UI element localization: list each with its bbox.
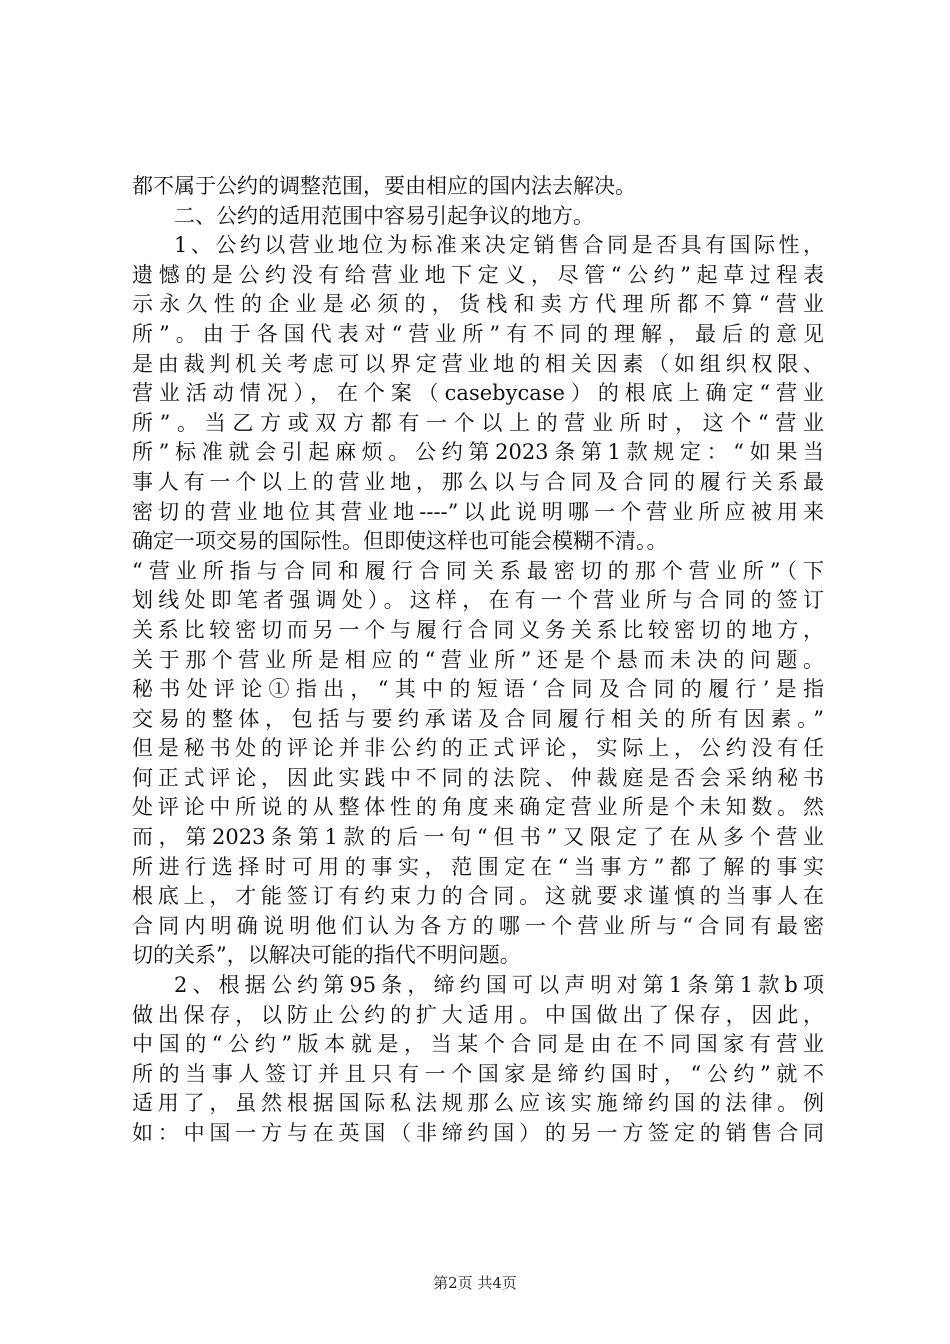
text-line: 营业活动情况），在个案（casebycase）的根底上确定“营业: [132, 381, 824, 406]
text-line: 何正式评论，因此实践中不同的法院、仲裁庭是否会采纳秘书: [132, 765, 824, 790]
text-line: 确定一项交易的国际性。但即使这样也可能会模糊不清。。: [132, 529, 668, 554]
text-line: 遗憾的是公约没有给营业地下定义，尽管“公约”起草过程表: [132, 262, 824, 287]
text-line: 所的当事人签订并且只有一个国家是缔约国时，“公约”就不: [132, 1061, 824, 1086]
text-line: 密切的营业地位其营业地----”以此说明哪一个营业所应被用来: [132, 499, 824, 524]
text-line: 事人有一个以上的营业地，那么以与合同及合同的履行关系最: [132, 469, 824, 494]
paragraph-first-line: 1、公约以营业地位为标准来决定销售合同是否具有国际性，: [174, 233, 824, 258]
text-line: 做出保存，以防止公约的扩大适用。中国做出了保存，因此，: [132, 1002, 824, 1027]
text-line: 切的关系”，以解决可能的指代不明问题。: [132, 943, 521, 968]
text-line: 所”标准就会引起麻烦。公约第2023条第1款规定：“如果当: [132, 440, 824, 465]
section-heading: 二、公约的适用范围中容易引起争议的地方。: [174, 203, 594, 228]
text-line: 而，第2023条第1款的后一句“但书”又限定了在从多个营业: [132, 825, 824, 850]
text-line: 中国的“公约”版本就是，当某个合同是由在不同国家有营业: [132, 1032, 824, 1057]
text-line: 关于那个营业所是相应的“营业所”还是个悬而未决的问题。: [132, 647, 824, 672]
text-line: 根底上，才能签订有约束力的合同。这就要求谨慎的当事人在: [132, 884, 824, 909]
text-line: 是由裁判机关考虑可以界定营业地的相关因素（如组织权限、: [132, 351, 824, 376]
text-line: 所”。由于各国代表对“营业所”有不同的理解，最后的意见: [132, 321, 824, 346]
text-line: 但是秘书处的评论并非公约的正式评论，实际上，公约没有任: [132, 736, 824, 761]
text-line: 如：中国一方与在英国（非缔约国）的另一方签定的销售合同: [132, 1121, 824, 1145]
text-line: 秘书处评论①指出，“其中的短语‘合同及合同的履行’是指: [132, 677, 824, 702]
text-line: 适用了，虽然根据国际私法规那么应该实施缔约国的法律。例: [132, 1091, 824, 1116]
text-line: 划线处即笔者强调处）。这样，在有一个营业所与合同的签订: [132, 588, 824, 613]
text-line: 示永久性的企业是必须的，货栈和卖方代理所都不算“营业: [132, 292, 824, 317]
text-line: 处评论中所说的从整体性的角度来确定营业所是个未知数。然: [132, 795, 824, 820]
text-line: 交易的整体，包括与要约承诺及合同履行相关的所有因素。”: [132, 706, 824, 731]
text-line: 所”。当乙方或双方都有一个以上的营业所时，这个“营业: [132, 410, 824, 435]
text-line: 合同内明确说明他们认为各方的哪一个营业所与“合同有最密: [132, 913, 824, 938]
text-line: 都不属于公约的调整范围，要由相应的国内法去解决。: [132, 174, 636, 198]
text-line: 关系比较密切而另一个与履行合同义务关系比较密切的地方，: [132, 617, 824, 642]
text-line: 所进行选择时可用的事实，范围定在“当事方”都了解的事实: [132, 854, 824, 879]
text-line: “营业所指与合同和履行合同关系最密切的那个营业所”（下: [132, 558, 824, 583]
document-body: [132, 172, 824, 1149]
paragraph-first-line: 2、根据公约第95条，缔约国可以声明对第1条第1款b项: [174, 973, 824, 998]
page-number-footer: 第2页 共4页: [433, 1274, 517, 1292]
